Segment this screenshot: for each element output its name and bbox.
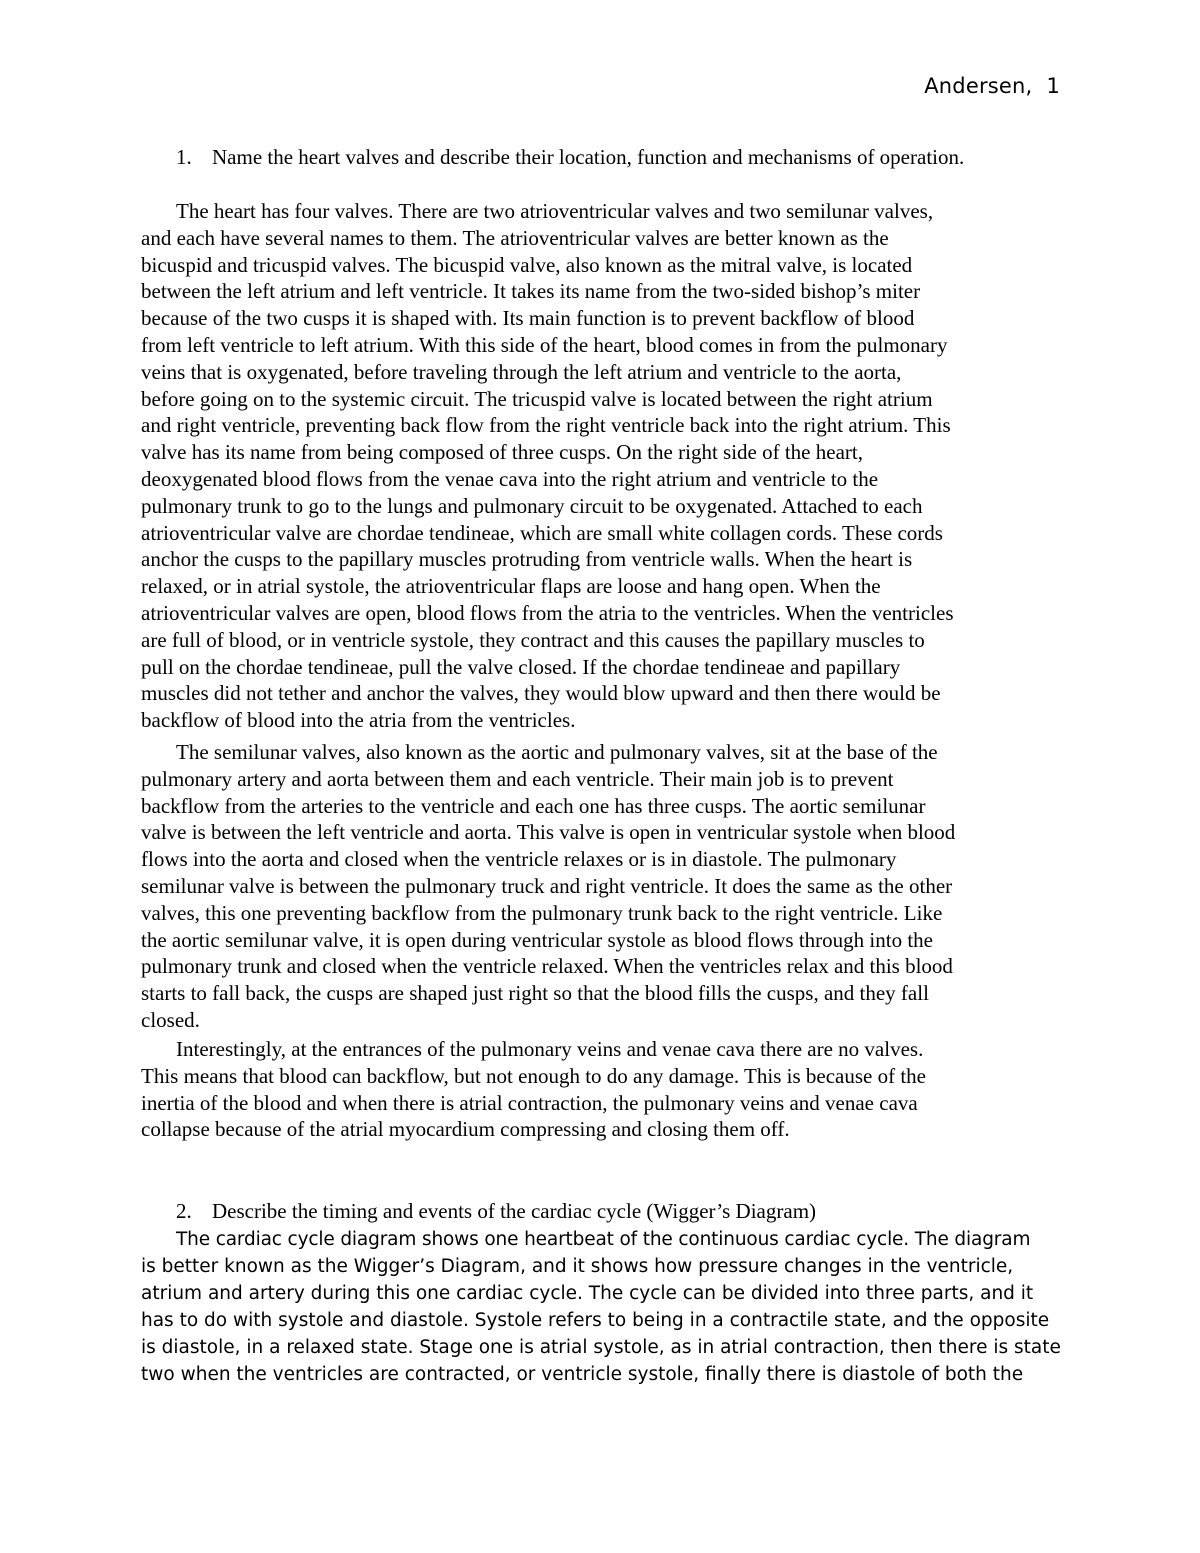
text-line: are full of blood, or in ventricle systole, they contract and this causes the papillary muscles to [141, 627, 925, 652]
text-line: anchor the cusps to the papillary muscles protruding from ventricle walls. When the heart is [141, 547, 913, 572]
text-line: because of the two cusps it is shaped with. Its main function is to prevent backflow of blood [141, 306, 915, 331]
text-line: inertia of the blood and when there is atrial contraction, the pulmonary veins and venae cava [141, 1090, 918, 1115]
question-2-number: 2. [176, 1199, 192, 1223]
text-line: and right ventricle, preventing back flow from the right ventricle back into the right atrium. This [141, 413, 951, 438]
text-line: pulmonary trunk and closed when the ventricle relaxed. When the ventricles relax and this blood [141, 954, 953, 979]
text-line: atrioventricular valves are open, blood flows from the atria to the ventricles. When the ventricles [141, 600, 954, 625]
text-line: pulmonary trunk to go to the lungs and pulmonary circuit to be oxygenated. Attached to each [141, 493, 923, 518]
text-line: atrium and artery during this one cardiac cycle. The cycle can be divided into three parts, and it [141, 1283, 1034, 1304]
paragraph-4 [141, 1226, 1067, 1388]
text-line: has to do with systole and diastole. Systole refers to being in a contractile state, and the opposite [141, 1310, 1050, 1331]
text-line: This means that blood can backflow, but not enough to do any damage. This is because of the [141, 1063, 926, 1088]
text-line: closed. [141, 1007, 200, 1032]
text-line: backflow from the arteries to the ventricle and each one has three cusps. The aortic semilunar [141, 793, 926, 818]
text-line: is better known as the Wigger’s Diagram, and it shows how pressure changes in the ventricle, [141, 1256, 1014, 1277]
text-line: before going on to the systemic circuit. The tricuspid valve is located between the right atrium [141, 386, 933, 411]
paragraph-3 [141, 1036, 1067, 1143]
question-1-number: 1. [176, 145, 192, 169]
page-number: 1 [1046, 74, 1060, 98]
text-line: backflow of blood into the atria from the ventricles. [141, 708, 576, 733]
text-line: pull on the chordae tendineae, pull the valve closed. If the chordae tendineae and papillary [141, 654, 901, 679]
text-line: bicuspid and tricuspid valves. The bicuspid valve, also known as the mitral valve, is located [141, 252, 913, 277]
paragraph-2 [141, 739, 1067, 1034]
text-line: pulmonary artery and aorta between them and each ventricle. Their main job is to prevent [141, 766, 894, 791]
text-line: valve is between the left ventricle and aorta. This valve is open in ventricular systole when blood [141, 820, 956, 845]
text-line: the aortic semilunar valve, it is open during ventricular systole as blood flows through into the [141, 927, 934, 952]
text-line: and each have several names to them. The atrioventricular valves are better known as the [141, 225, 889, 250]
text-line: atrioventricular valve are chordae tendineae, which are small white collagen cords. These cords [141, 520, 943, 545]
text-line: valve has its name from being composed of three cusps. On the right side of the heart, [141, 440, 863, 465]
text-line: Interestingly, at the entrances of the pulmonary veins and venae cava there are no valves. [176, 1037, 924, 1061]
text-line: relaxed, or in atrial systole, the atrioventricular flaps are loose and hang open. When the [141, 574, 881, 599]
text-line: muscles did not tether and anchor the valves, they would blow upward and then there would be [141, 681, 941, 706]
text-line: flows into the aorta and closed when the ventricle relaxes or is in diastole. The pulmonary [141, 847, 897, 872]
text-line: from left ventricle to left atrium. With this side of the heart, blood comes in from the pulmonary [141, 332, 948, 357]
text-line: The heart has four valves. There are two atrioventricular valves and two semilunar valves, [176, 199, 934, 223]
text-line: deoxygenated blood flows from the venae cava into the right atrium and ventricle to the [141, 466, 879, 491]
author-name: Andersen, [924, 74, 1033, 98]
question-2-text: Describe the timing and events of the cardiac cycle (Wigger’s Diagram) [212, 1199, 817, 1223]
text-line: valves, this one preventing backflow from the pulmonary trunk back to the right ventricle. Like [141, 900, 943, 925]
text-line: The cardiac cycle diagram shows one heartbeat of the continuous cardiac cycle. The diagram [176, 1229, 1031, 1250]
question-1-text: Name the heart valves and describe their location, function and mechanisms of operation. [212, 145, 965, 169]
text-line: starts to fall back, the cusps are shaped just right so that the blood fills the cusps, and they fall [141, 981, 929, 1006]
text-line: between the left atrium and left ventricle. It takes its name from the two-sided bishop’s miter [141, 279, 921, 304]
text-line: two when the ventricles are contracted, or ventricle systole, finally there is diastole of both the [141, 1364, 1024, 1385]
text-line: collapse because of the atrial myocardium compressing and closing them off. [141, 1117, 790, 1142]
text-line: is diastole, in a relaxed state. Stage one is atrial systole, as in atrial contraction, then there is state [141, 1337, 1061, 1358]
text-line: veins that is oxygenated, before traveling through the left atrium and ventricle to the aorta, [141, 359, 902, 384]
text-line: semilunar valve is between the pulmonary truck and right ventricle. It does the same as the other [141, 873, 953, 898]
question-2 [141, 1198, 1102, 1225]
page-header [924, 74, 1060, 98]
text-line: The semilunar valves, also known as the aortic and pulmonary valves, sit at the base of the [176, 740, 938, 764]
question-1 [141, 144, 1102, 171]
paragraph-1 [141, 198, 1067, 734]
